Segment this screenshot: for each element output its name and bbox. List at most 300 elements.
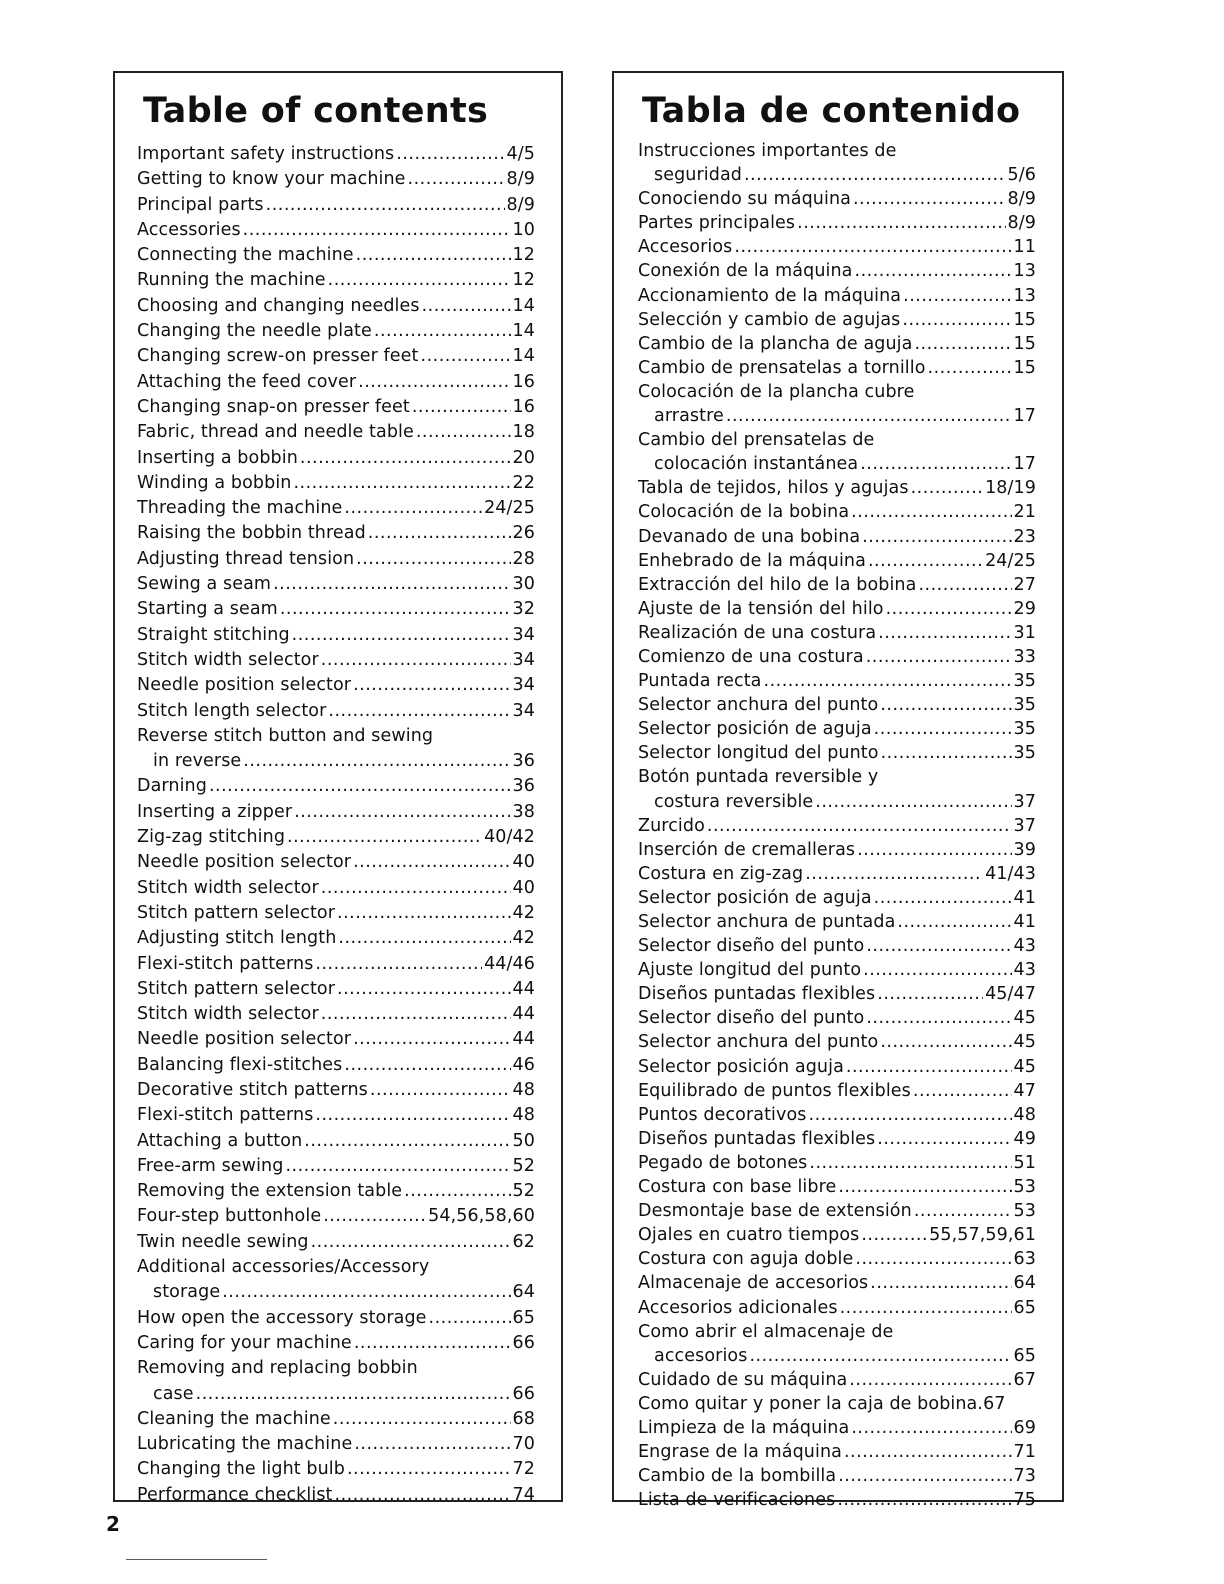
toc-entry-page: 50 <box>512 1130 535 1151</box>
toc-entry-title: Selector anchura de puntada <box>638 912 896 932</box>
toc-entry-title: Como abrir el almacenaje de <box>638 1321 894 1342</box>
toc-entry <box>638 1079 1036 1103</box>
toc-leader-dots <box>877 982 983 1006</box>
toc-leader-dots <box>855 259 1012 283</box>
toc-entry-title: Stitch width selector <box>137 1004 319 1025</box>
toc-entry-page: 67 <box>983 1393 1006 1414</box>
toc-leader-dots <box>870 1271 1011 1295</box>
toc-leader-dots <box>913 1079 1012 1103</box>
toc-entry-page: 45 <box>1013 1056 1036 1077</box>
toc-entry-page: 15 <box>1013 357 1036 378</box>
toc-entry <box>638 235 1036 259</box>
toc-entry <box>137 142 535 167</box>
toc-entry <box>638 1368 1036 1392</box>
toc-entry <box>137 1129 535 1154</box>
toc-entry-title: Cambio del prensatelas de <box>638 430 875 451</box>
toc-leader-dots <box>287 825 482 850</box>
toc-leader-dots <box>866 645 1012 669</box>
toc-leader-dots <box>744 163 1006 187</box>
toc-entry <box>137 370 535 395</box>
toc-entry <box>137 1027 535 1052</box>
toc-entry <box>137 1179 535 1204</box>
toc-entry-page: 14 <box>512 321 535 342</box>
toc-leader-dots <box>294 800 510 825</box>
toc-entry-title: Connecting the machine <box>137 245 354 266</box>
toc-entry <box>638 163 1036 187</box>
toc-leader-dots <box>321 1002 511 1027</box>
toc-leader-dots <box>356 243 511 268</box>
toc-entry-page: 45 <box>1013 1008 1036 1029</box>
toc-entry-title: Twin needle sewing <box>137 1231 309 1252</box>
toc-leader-dots <box>918 573 1011 597</box>
toc-entry <box>638 428 1036 452</box>
toc-leader-dots <box>421 344 511 369</box>
toc-entry-title: Stitch width selector <box>137 877 319 898</box>
toc-entry <box>638 1199 1036 1223</box>
toc-leader-dots <box>877 1127 1011 1151</box>
toc-entry-page: 26 <box>512 523 535 544</box>
toc-entry <box>137 1230 535 1255</box>
toc-entry <box>137 623 535 648</box>
toc-leader-dots <box>846 1055 1012 1079</box>
toc-entry-title: Zig-zag stitching <box>137 827 286 848</box>
toc-entry-title: Choosing and changing needles <box>137 295 420 316</box>
toc-entry <box>638 1320 1036 1344</box>
toc-entry <box>638 597 1036 621</box>
toc-entry-title: Stitch pattern selector <box>137 978 336 999</box>
toc-entry-page: 15 <box>1013 309 1036 330</box>
toc-entry-page: 33 <box>1013 646 1036 667</box>
toc-entry-page: 34 <box>512 675 535 696</box>
toc-entry-title: Selector diseño del punto <box>638 1008 865 1029</box>
toc-leader-dots <box>370 1078 511 1103</box>
toc-leader-dots <box>280 597 511 622</box>
toc-entry-page: 5/6 <box>1007 165 1036 186</box>
toc-entry-title: Accionamiento de la máquina <box>638 285 902 306</box>
page-number: 2 <box>106 1512 120 1536</box>
toc-entry <box>137 319 535 344</box>
toc-entry <box>638 886 1036 910</box>
toc-entry-title: Almacenaje de accesorios <box>638 1273 869 1294</box>
toc-entry-page: 52 <box>512 1181 535 1202</box>
toc-entry-title: in reverse <box>153 751 242 772</box>
toc-entry-title: Cambio de la plancha de aguja <box>638 333 913 354</box>
toc-entry-title: Running the machine <box>137 270 326 291</box>
toc-leader-dots <box>874 886 1012 910</box>
toc-leader-dots <box>408 167 505 192</box>
toc-entry <box>638 1344 1036 1368</box>
toc-leader-dots <box>315 1103 510 1128</box>
toc-entry-page: 12 <box>512 245 535 266</box>
toc-entry-title: Selector anchura del punto <box>638 1032 879 1053</box>
toc-entry <box>137 1457 535 1482</box>
toc-entry <box>137 673 535 698</box>
toc-entry-page: 29 <box>1013 598 1036 619</box>
toc-entry-page: 34 <box>512 624 535 645</box>
toc-entry <box>638 1151 1036 1175</box>
toc-entry <box>137 1382 535 1407</box>
toc-entry-page: 14 <box>512 295 535 316</box>
toc-entry <box>137 800 535 825</box>
toc-entry-page: 35 <box>1013 695 1036 716</box>
toc-entry-title: Decorative stitch patterns <box>137 1079 368 1100</box>
toc-entry-page: 68 <box>512 1408 535 1429</box>
toc-leader-dots <box>844 1440 1012 1464</box>
toc-entry-page: 39 <box>1013 839 1036 860</box>
toc-leader-dots <box>840 1296 1012 1320</box>
toc-entry-title: Starting a seam <box>137 599 278 620</box>
toc-entry <box>638 1223 1036 1247</box>
toc-entry <box>137 1306 535 1331</box>
toc-entry <box>638 1416 1036 1440</box>
toc-leader-dots <box>353 673 510 698</box>
toc-leader-dots <box>809 1103 1012 1127</box>
toc-entry-title: Devanado de una bobina <box>638 526 861 547</box>
toc-entry-title: Changing screw-on presser feet <box>137 346 419 367</box>
toc-entry <box>137 1255 535 1280</box>
toc-leader-dots <box>764 669 1012 693</box>
toc-entry-title: Ojales en cuatro tiempos <box>638 1225 860 1246</box>
toc-leader-dots <box>903 284 1011 308</box>
toc-entry <box>137 926 535 951</box>
toc-entry-page: 21 <box>1013 502 1036 523</box>
toc-leader-dots <box>868 549 983 573</box>
toc-entry <box>137 1154 535 1179</box>
toc-entry <box>638 476 1036 500</box>
toc-entry <box>638 380 1036 404</box>
toc-leader-dots <box>874 717 1012 741</box>
toc-entry <box>137 901 535 926</box>
toc-entry <box>638 1392 1036 1416</box>
toc-entry-page: 44 <box>512 1004 535 1025</box>
toc-entry-title: Removing the extension table <box>137 1181 403 1202</box>
toc-entry-page: 14 <box>512 346 535 367</box>
toc-entry-page: 23 <box>1013 526 1036 547</box>
toc-entry-title: Selección y cambio de agujas <box>638 309 901 330</box>
english-toc-list <box>137 142 535 1508</box>
toc-entry-title: Accesorios <box>638 237 733 258</box>
toc-entry-page: 54,56,58,60 <box>428 1206 535 1227</box>
toc-entry-title: Reverse stitch button and sewing <box>137 725 434 746</box>
toc-entry-title: storage <box>153 1282 221 1303</box>
toc-entry-page: 30 <box>512 574 535 595</box>
toc-entry-page: 15 <box>1013 333 1036 354</box>
toc-entry-title: Free-arm sewing <box>137 1155 284 1176</box>
toc-entry <box>137 1002 535 1027</box>
toc-leader-dots <box>809 1151 1011 1175</box>
toc-leader-dots <box>863 958 1011 982</box>
toc-leader-dots <box>928 356 1012 380</box>
toc-entry-page: 17 <box>1013 406 1036 427</box>
toc-entry-title: Adjusting thread tension <box>137 548 355 569</box>
toc-leader-dots <box>222 1280 510 1305</box>
toc-entry-page: 40 <box>512 877 535 898</box>
toc-entry-title: Removing and replacing bobbin <box>137 1358 418 1379</box>
toc-leader-dots <box>323 1204 426 1229</box>
toc-leader-dots <box>902 308 1011 332</box>
toc-entry-page: 16 <box>512 371 535 392</box>
toc-leader-dots <box>881 741 1012 765</box>
toc-entry-page: 47 <box>1013 1080 1036 1101</box>
toc-entry-title: Threading the machine <box>137 498 343 519</box>
toc-entry <box>137 825 535 850</box>
toc-entry-title: Performance checklist <box>137 1484 333 1505</box>
toc-entry-page: 64 <box>1013 1273 1036 1294</box>
toc-entry <box>137 1407 535 1432</box>
toc-leader-dots <box>412 395 511 420</box>
toc-entry-title: How open the accessory storage <box>137 1307 427 1328</box>
toc-entry-title: Cambio de la bombilla <box>638 1466 837 1487</box>
toc-leader-dots <box>726 404 1012 428</box>
toc-entry <box>137 521 535 546</box>
toc-leader-dots <box>861 1223 927 1247</box>
toc-entry <box>137 749 535 774</box>
toc-entry-page: 32 <box>512 599 535 620</box>
toc-leader-dots <box>404 1179 510 1204</box>
toc-entry <box>638 862 1036 886</box>
toc-entry-title: Ajuste longitud del punto <box>638 960 862 981</box>
toc-entry <box>638 934 1036 958</box>
toc-entry-page: 24/25 <box>484 498 535 519</box>
toc-leader-dots <box>354 1331 511 1356</box>
toc-leader-dots <box>853 187 1006 211</box>
toc-entry <box>638 332 1036 356</box>
toc-entry-title: Comienzo de una costura <box>638 646 864 667</box>
toc-entry <box>638 573 1036 597</box>
toc-entry-page: 52 <box>512 1155 535 1176</box>
toc-leader-dots <box>857 838 1011 862</box>
toc-entry-page: 62 <box>512 1231 535 1252</box>
toc-entry <box>137 420 535 445</box>
toc-entry <box>137 1356 535 1381</box>
toc-entry-title: Winding a bobbin <box>137 472 292 493</box>
toc-leader-dots <box>878 621 1011 645</box>
toc-entry-title: Accesorios adicionales <box>638 1297 838 1318</box>
toc-leader-dots <box>273 572 510 597</box>
toc-leader-dots <box>358 370 510 395</box>
toc-entry-title: Selector diseño del punto <box>638 936 865 957</box>
toc-entry-title: Additional accessories/Accessory <box>137 1257 430 1278</box>
toc-entry <box>638 1175 1036 1199</box>
toc-entry-title: Stitch length selector <box>137 700 327 721</box>
toc-entry-page: 44 <box>512 978 535 999</box>
toc-leader-dots <box>356 547 510 572</box>
toc-leader-dots <box>344 1053 510 1078</box>
toc-entry-page: 53 <box>1013 1177 1036 1198</box>
toc-entry <box>638 1464 1036 1488</box>
toc-entry-title: Darning <box>137 776 207 797</box>
toc-entry-title: Needle position selector <box>137 675 352 696</box>
toc-entry-title: Selector posición de aguja <box>638 719 872 740</box>
toc-entry-page: 13 <box>1013 285 1036 306</box>
toc-leader-dots <box>347 1457 511 1482</box>
toc-leader-dots <box>805 862 983 886</box>
toc-entry <box>137 1078 535 1103</box>
toc-leader-dots <box>321 648 511 673</box>
toc-entry <box>137 699 535 724</box>
toc-entry <box>638 139 1036 163</box>
toc-entry-title: Zurcido <box>638 815 705 836</box>
toc-entry-page: 71 <box>1013 1442 1036 1463</box>
toc-entry <box>137 243 535 268</box>
toc-leader-dots <box>300 446 511 471</box>
toc-entry-title: Tabla de tejidos, hilos y agujas <box>638 478 909 499</box>
toc-entry-title: Straight stitching <box>137 624 290 645</box>
toc-entry-page: 17 <box>1013 454 1036 475</box>
toc-leader-dots <box>914 1199 1012 1223</box>
toc-entry-page: 74 <box>512 1484 535 1505</box>
toc-entry-title: Four-step buttonhole <box>137 1206 322 1227</box>
toc-entry-page: 41 <box>1013 912 1036 932</box>
toc-entry-page: 48 <box>1013 1104 1036 1125</box>
toc-leader-dots <box>911 476 983 500</box>
toc-leader-dots <box>344 496 482 521</box>
toc-entry-page: 43 <box>1013 936 1036 957</box>
toc-entry-title: Adjusting stitch length <box>137 928 337 949</box>
toc-entry-page: 24/25 <box>985 550 1036 571</box>
toc-entry-page: 37 <box>1013 791 1036 812</box>
toc-entry <box>137 1280 535 1305</box>
toc-entry-title: Cambio de prensatelas a tornillo <box>638 357 926 378</box>
toc-leader-dots <box>328 268 511 293</box>
toc-entry-title: Selector posición aguja <box>638 1056 844 1077</box>
toc-entry-page: 45 <box>1013 1032 1036 1053</box>
toc-leader-dots <box>851 1416 1011 1440</box>
toc-leader-dots <box>797 211 1005 235</box>
toc-leader-dots <box>209 774 511 799</box>
toc-entry <box>137 977 535 1002</box>
toc-entry-title: seguridad <box>654 165 742 186</box>
toc-entry <box>638 1006 1036 1030</box>
toc-entry-page: 65 <box>1013 1345 1036 1366</box>
toc-entry <box>638 669 1036 693</box>
toc-entry-page: 38 <box>512 801 535 822</box>
toc-entry <box>137 1204 535 1229</box>
toc-leader-dots <box>422 294 511 319</box>
toc-entry <box>137 167 535 192</box>
toc-entry-title: Botón puntada reversible y <box>638 767 879 788</box>
toc-entry-title: Lubricating the machine <box>137 1434 353 1455</box>
toc-entry <box>638 717 1036 741</box>
toc-entry <box>638 741 1036 765</box>
toc-entry-title: Conociendo su máquina <box>638 189 851 210</box>
toc-entry-page: 48 <box>512 1105 535 1126</box>
toc-entry <box>638 356 1036 380</box>
toc-entry-page: 44 <box>512 1029 535 1050</box>
toc-entry-title: Ajuste de la tensión del hilo <box>638 598 884 619</box>
toc-leader-dots <box>866 934 1011 958</box>
toc-entry-page: 40 <box>512 852 535 873</box>
toc-entry-title: Sewing a seam <box>137 574 272 595</box>
toc-entry-page: 63 <box>1013 1249 1036 1270</box>
toc-leader-dots <box>838 1175 1011 1199</box>
toc-leader-dots <box>293 471 510 496</box>
toc-entry-title: Colocación de la plancha cubre <box>638 381 915 402</box>
toc-entry-title: Inserción de cremalleras <box>638 839 856 860</box>
toc-leader-dots <box>243 218 511 243</box>
toc-entry-title: Inserting a bobbin <box>137 447 298 468</box>
toc-entry-page: 4/5 <box>506 144 535 164</box>
toc-entry <box>638 982 1036 1006</box>
toc-entry-title: Accessories <box>137 219 241 240</box>
toc-entry <box>137 952 535 977</box>
toc-leader-dots <box>855 1247 1011 1271</box>
toc-entry <box>638 259 1036 283</box>
toc-entry <box>638 1488 1036 1512</box>
toc-entry <box>137 344 535 369</box>
toc-entry <box>137 193 535 218</box>
toc-entry-page: 35 <box>1013 671 1036 692</box>
toc-entry-title: Costura con aguja doble <box>638 1249 854 1270</box>
toc-leader-dots <box>311 1230 511 1255</box>
toc-entry-page: 35 <box>1013 719 1036 740</box>
toc-leader-dots <box>315 952 482 977</box>
toc-entry <box>638 1247 1036 1271</box>
toc-entry <box>137 218 535 243</box>
toc-entry <box>638 621 1036 645</box>
toc-entry-title: Balancing flexi-stitches <box>137 1054 343 1075</box>
toc-entry-page: 42 <box>512 928 535 949</box>
toc-leader-dots <box>860 452 1011 476</box>
toc-entry-title: Important safety instructions <box>137 144 395 164</box>
toc-entry-title: Needle position selector <box>137 852 352 873</box>
toc-leader-dots <box>292 623 511 648</box>
toc-entry-title: Limpieza de la máquina <box>638 1417 850 1438</box>
toc-entry-page: 34 <box>512 649 535 670</box>
toc-entry-page: 41/43 <box>985 863 1036 884</box>
toc-entry-page: 8/9 <box>506 194 535 215</box>
toc-entry-page: 8/9 <box>1007 213 1036 234</box>
toc-entry-page: 73 <box>1013 1466 1036 1487</box>
toc-entry-title: Puntos decorativos <box>638 1104 807 1125</box>
toc-entry-page: 53 <box>1013 1201 1036 1222</box>
toc-entry-page: 49 <box>1013 1128 1036 1149</box>
toc-entry <box>137 572 535 597</box>
toc-entry-title: Desmontaje base de extensión <box>638 1201 912 1222</box>
toc-leader-dots <box>243 749 510 774</box>
toc-entry <box>638 404 1036 428</box>
toc-leader-dots <box>335 1483 511 1508</box>
toc-entry-title: Equilibrado de puntos flexibles <box>638 1080 911 1101</box>
toc-entry-page: 70 <box>512 1434 535 1455</box>
toc-leader-dots <box>851 500 1011 524</box>
toc-entry-page: 48 <box>512 1079 535 1100</box>
toc-entry <box>137 395 535 420</box>
toc-entry-page: 11 <box>1013 237 1036 258</box>
toc-entry <box>638 525 1036 549</box>
toc-entry <box>638 549 1036 573</box>
toc-entry-title: Principal parts <box>137 194 264 215</box>
toc-leader-dots <box>897 910 1011 934</box>
toc-entry-title: Como quitar y poner la caja de bobina <box>638 1393 978 1414</box>
toc-entry <box>137 1432 535 1457</box>
toc-entry-title: Costura en zig-zag <box>638 863 804 884</box>
toc-leader-dots <box>734 235 1011 259</box>
toc-leader-dots <box>914 332 1011 356</box>
toc-entry-page: 28 <box>512 548 535 569</box>
toc-entry <box>638 284 1036 308</box>
toc-leader-dots <box>337 901 511 926</box>
toc-entry-title: Cleaning the machine <box>137 1408 331 1429</box>
toc-entry-title: Needle position selector <box>137 1029 352 1050</box>
toc-leader-dots <box>396 142 504 167</box>
toc-entry-title: Getting to know your machine <box>137 169 406 190</box>
toc-leader-dots <box>815 790 1011 814</box>
toc-entry-page: 42 <box>512 902 535 923</box>
toc-entry <box>638 211 1036 235</box>
toc-entry-title: Flexi-stitch patterns <box>137 953 314 974</box>
toc-entry-page: 10 <box>512 219 535 240</box>
